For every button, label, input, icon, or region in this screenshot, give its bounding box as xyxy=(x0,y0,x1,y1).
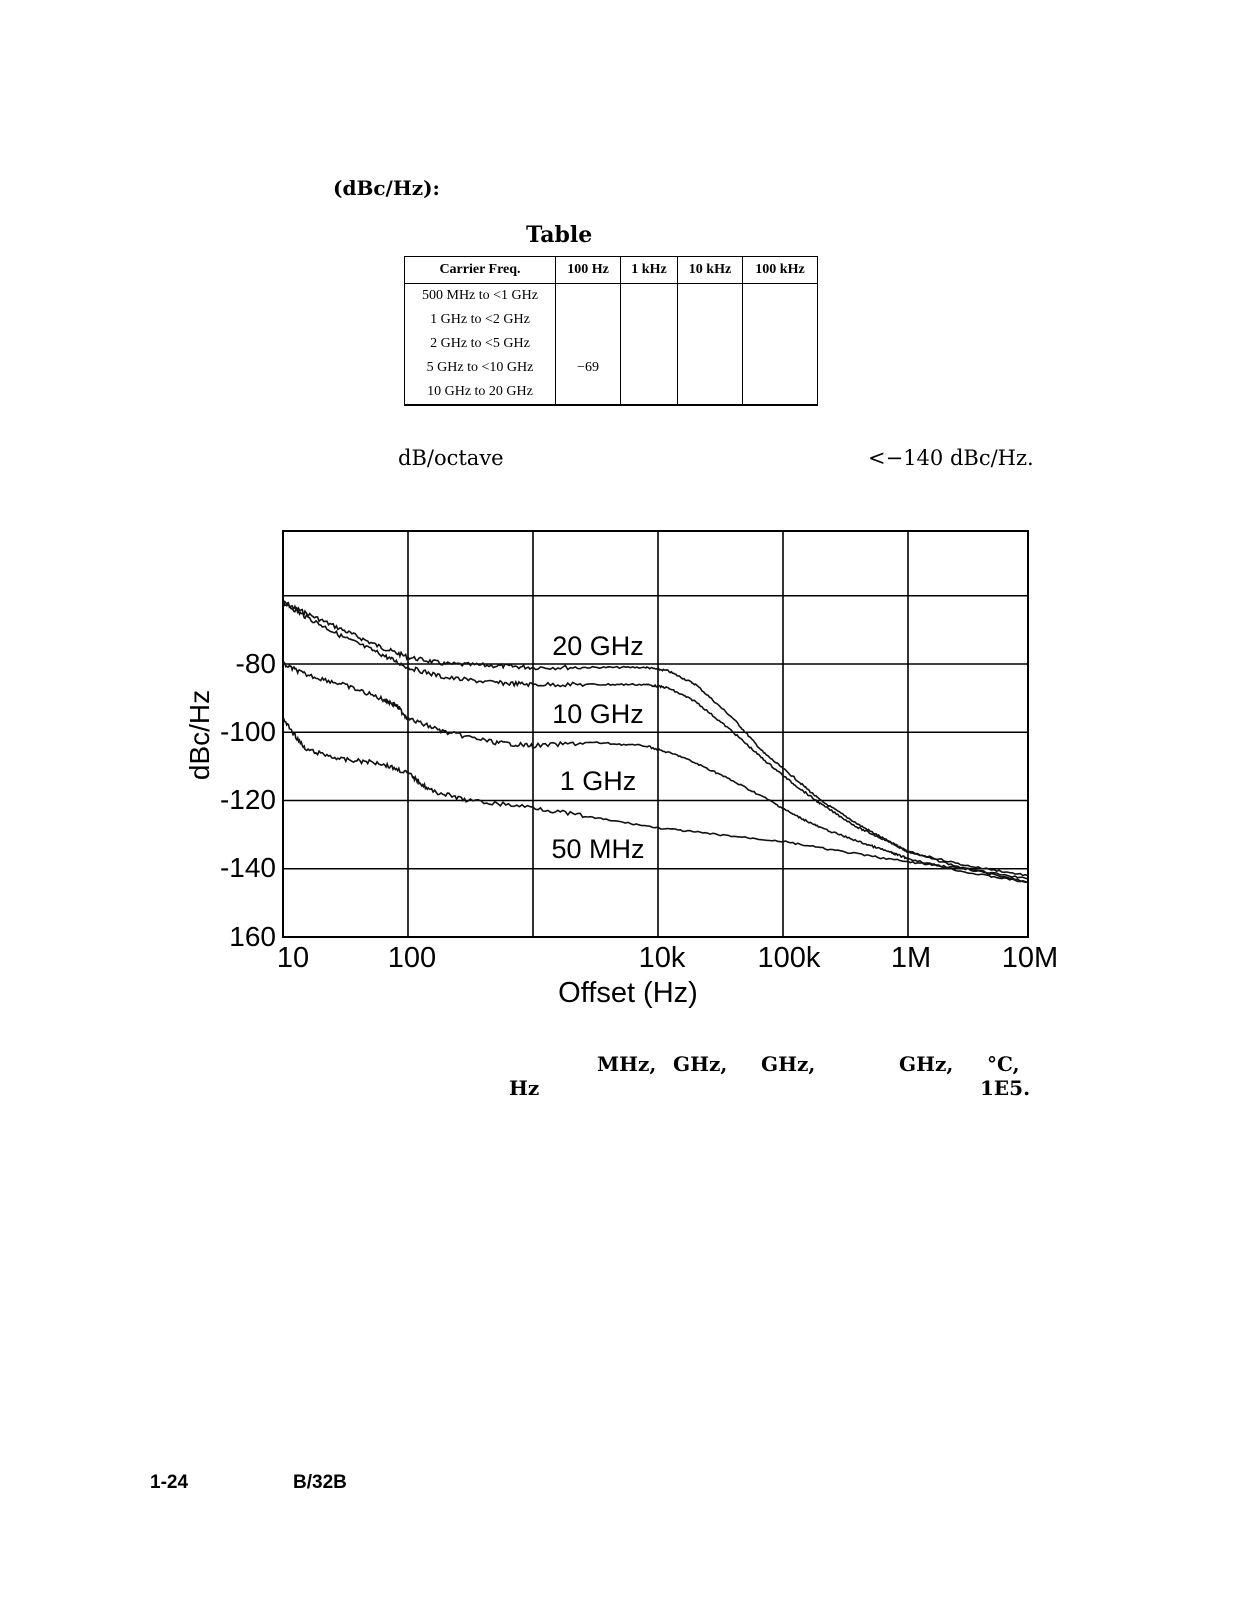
floor-note: <−140 dBc/Hz. xyxy=(868,446,1034,470)
x-tick-label: 10M xyxy=(1001,942,1059,974)
model-number: B/32B xyxy=(293,1472,347,1493)
table-cell: 2 GHz to <5 GHz xyxy=(405,332,556,356)
y-axis-label: dBc/Hz xyxy=(184,689,215,781)
x-tick-label: 10k xyxy=(638,942,686,974)
x-tick-label: 100 xyxy=(387,942,437,974)
x-tick-labels xyxy=(277,942,1058,974)
y-tick-label: -120 xyxy=(219,784,276,815)
caption-fragment: Hz xyxy=(509,1076,540,1100)
table-header-cell: 10 kHz xyxy=(678,257,743,284)
page-number: 1-24 xyxy=(150,1472,189,1493)
caption-fragment: °C, xyxy=(987,1052,1020,1076)
table-title: Table xyxy=(526,222,593,248)
x-tick-label: 10 xyxy=(276,942,310,974)
series-label: 50 MHz xyxy=(551,834,645,864)
y-tick-label: -80 xyxy=(235,648,276,679)
caption-fragment: GHz, xyxy=(899,1052,954,1076)
plot-frame xyxy=(283,531,1028,937)
table-cell: 500 MHz to <1 GHz xyxy=(405,284,556,309)
table-header-cell: 100 Hz xyxy=(556,257,621,284)
table-header-cell: 1 kHz xyxy=(621,257,678,284)
series-label: 10 GHz xyxy=(552,699,644,729)
y-tick-labels xyxy=(220,648,276,952)
table-cell: 10 GHz to 20 GHz xyxy=(405,380,556,405)
table-header-cell: 100 kHz xyxy=(743,257,818,284)
caption-fragment: GHz, xyxy=(673,1052,728,1076)
table-cell: 5 GHz to <10 GHz xyxy=(405,356,556,380)
slope-note: dB/octave xyxy=(398,446,504,470)
x-tick-label: 100k xyxy=(757,942,821,974)
caption-fragment: 1E5. xyxy=(980,1076,1031,1100)
table-cell: 1 GHz to <2 GHz xyxy=(405,308,556,332)
caption-fragment: MHz, xyxy=(597,1052,657,1076)
y-tick-label: 160 xyxy=(229,921,276,952)
table-cell: −69 xyxy=(556,356,621,380)
series-label: 1 GHz xyxy=(559,766,637,796)
table-header-cell: Carrier Freq. xyxy=(405,257,556,284)
caption-fragment: GHz, xyxy=(761,1052,816,1076)
x-axis-label: Offset (Hz) xyxy=(558,977,698,1009)
units-heading: (dBc/Hz): xyxy=(333,176,440,200)
x-tick-label: 1M xyxy=(890,942,932,974)
y-tick-label: -140 xyxy=(219,852,276,883)
y-tick-label: -100 xyxy=(219,716,276,747)
series-label: 20 GHz xyxy=(552,631,644,661)
